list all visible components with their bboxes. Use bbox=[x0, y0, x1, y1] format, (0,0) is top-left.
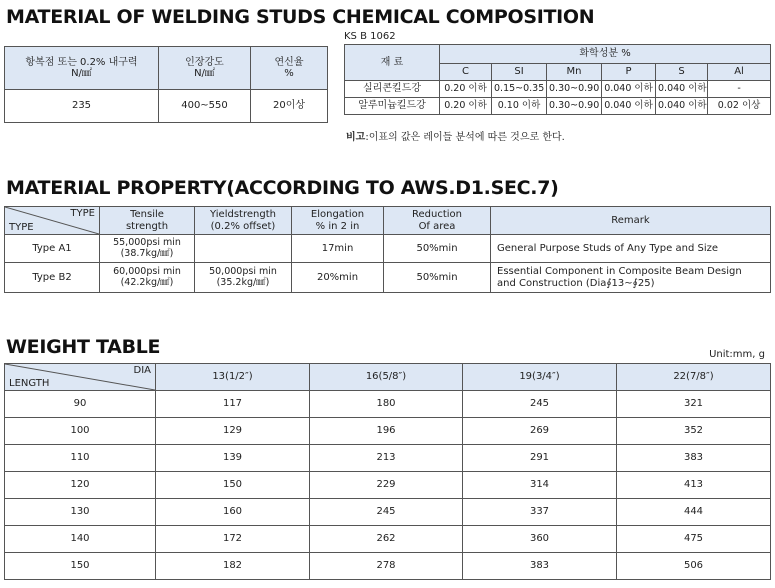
weight-cell: 262 bbox=[310, 526, 463, 553]
chem-row-name: 실리콘킬드강 bbox=[345, 81, 440, 98]
chem-element-p: P bbox=[602, 64, 656, 81]
weight-row bbox=[5, 445, 771, 472]
weight-cell: 180 bbox=[310, 391, 463, 418]
prop-header-elong bbox=[292, 207, 384, 235]
chem-cell: 0.040 이하 bbox=[656, 98, 708, 115]
prop-header-tensile-l1: Tensile bbox=[130, 209, 164, 220]
weight-row bbox=[5, 499, 771, 526]
mech-header-yield-l2: N/㎟ bbox=[71, 68, 92, 79]
weight-cell: 245 bbox=[463, 391, 617, 418]
prop-reduction: 50%min bbox=[384, 263, 491, 293]
chem-cell: 0.15~0.35 bbox=[492, 81, 547, 98]
weight-length: 90 bbox=[5, 391, 156, 418]
weight-cell: 314 bbox=[463, 472, 617, 499]
section1-title: MATERIAL OF WELDING STUDS CHEMICAL COMPOSITION bbox=[6, 6, 595, 28]
weight-cell: 278 bbox=[310, 553, 463, 580]
weight-col-header: 22(7/8″) bbox=[617, 364, 771, 391]
chem-cell: 0.040 이하 bbox=[656, 81, 708, 98]
prop-remark bbox=[491, 263, 771, 293]
mech-header-tensile-l2: N/㎟ bbox=[194, 68, 215, 79]
weight-corner-top: DIA bbox=[133, 365, 151, 376]
weight-cell: 475 bbox=[617, 526, 771, 553]
chem-cell: 0.30~0.90 bbox=[547, 81, 602, 98]
standard-label: KS B 1062 bbox=[344, 31, 396, 42]
mech-header-yield-l1: 항복점 또는 0.2% 내구력 bbox=[25, 56, 138, 68]
prop-header-elong-l1: Elongation bbox=[310, 209, 365, 220]
mech-value-tensile: 400~550 bbox=[159, 90, 251, 123]
chem-material-header: 재 료 bbox=[345, 45, 440, 81]
prop-header-reduction-l1: Reduction bbox=[412, 209, 462, 220]
weight-cell: 352 bbox=[617, 418, 771, 445]
prop-header-elong-l2: % in 2 in bbox=[315, 220, 360, 232]
weight-cell: 444 bbox=[617, 499, 771, 526]
prop-type: Type A1 bbox=[5, 235, 100, 263]
chem-cell: - bbox=[708, 81, 771, 98]
prop-type: Type B2 bbox=[5, 263, 100, 293]
weight-col-header: 19(3/4″) bbox=[463, 364, 617, 391]
prop-header-tensile-l2: strength bbox=[125, 220, 169, 232]
chem-note bbox=[346, 128, 565, 143]
prop-header-yield-l1: Yieldstrength bbox=[210, 209, 276, 220]
property-corner bbox=[5, 207, 100, 235]
chem-element-c: C bbox=[440, 64, 492, 81]
weight-row bbox=[5, 391, 771, 418]
chem-cell: 0.040 이하 bbox=[602, 81, 656, 98]
prop-tensile-l2: (42.2kg/㎟) bbox=[120, 276, 174, 288]
weight-length: 120 bbox=[5, 472, 156, 499]
weight-length: 150 bbox=[5, 553, 156, 580]
chem-cell: 0.20 이하 bbox=[440, 98, 492, 115]
chemical-table bbox=[344, 44, 771, 115]
mech-value-yield: 235 bbox=[5, 90, 159, 123]
weight-length: 130 bbox=[5, 499, 156, 526]
prop-elongation: 17min bbox=[292, 235, 384, 263]
mechanical-table bbox=[4, 46, 328, 123]
weight-table bbox=[4, 363, 771, 580]
prop-header-tensile bbox=[100, 207, 195, 235]
prop-header-reduction bbox=[384, 207, 491, 235]
weight-cell: 172 bbox=[156, 526, 310, 553]
chem-row bbox=[345, 81, 771, 98]
chem-cell: 0.30~0.90 bbox=[547, 98, 602, 115]
chem-element-mn: Mn bbox=[547, 64, 602, 81]
chem-element-s: S bbox=[656, 64, 708, 81]
mech-header-tensile bbox=[159, 47, 251, 90]
weight-row bbox=[5, 472, 771, 499]
chem-element-al: Al bbox=[708, 64, 771, 81]
weight-col-header: 16(5/8″) bbox=[310, 364, 463, 391]
weight-row bbox=[5, 553, 771, 580]
section2-title: MATERIAL PROPERTY(ACCORDING TO AWS.D1.SEC.7) bbox=[6, 177, 559, 199]
weight-cell: 383 bbox=[463, 553, 617, 580]
chem-element-si: SI bbox=[492, 64, 547, 81]
property-row bbox=[5, 263, 771, 293]
prop-header-yield bbox=[195, 207, 292, 235]
weight-cell: 182 bbox=[156, 553, 310, 580]
property-corner-bottom: TYPE bbox=[9, 221, 34, 233]
prop-reduction: 50%min bbox=[384, 235, 491, 263]
weight-cell: 196 bbox=[310, 418, 463, 445]
chem-cell: 0.10 이하 bbox=[492, 98, 547, 115]
weight-col-header: 13(1/2″) bbox=[156, 364, 310, 391]
prop-yield-l1: 50,000psi min bbox=[209, 265, 277, 277]
prop-yield-l2: (35.2kg/㎟) bbox=[216, 276, 270, 288]
weight-cell: 160 bbox=[156, 499, 310, 526]
weight-cell: 337 bbox=[463, 499, 617, 526]
chem-note-label: 비고 bbox=[346, 132, 366, 143]
weight-cell: 291 bbox=[463, 445, 617, 472]
weight-cell: 413 bbox=[617, 472, 771, 499]
weight-length: 110 bbox=[5, 445, 156, 472]
prop-tensile-l1: 55,000psi min bbox=[113, 236, 181, 248]
prop-tensile-l2: (38.7kg/㎟) bbox=[120, 247, 174, 259]
mech-header-tensile-l1: 인장강도 bbox=[185, 56, 224, 68]
weight-cell: 229 bbox=[310, 472, 463, 499]
weight-row bbox=[5, 526, 771, 553]
mech-value-elong: 20이상 bbox=[251, 90, 328, 123]
chem-row bbox=[345, 98, 771, 115]
property-corner-top: TYPE bbox=[70, 208, 95, 219]
mech-header-elong bbox=[251, 47, 328, 90]
mech-header-elong-l2: % bbox=[284, 68, 294, 79]
prop-tensile bbox=[100, 263, 195, 293]
chem-row-name: 알루미늄킬드강 bbox=[345, 98, 440, 115]
weight-row bbox=[5, 418, 771, 445]
prop-header-yield-l2: (0.2% offset) bbox=[210, 220, 276, 232]
prop-header-reduction-l2: Of area bbox=[418, 220, 456, 232]
weight-length: 100 bbox=[5, 418, 156, 445]
section3-title: WEIGHT TABLE bbox=[6, 336, 161, 358]
unit-label: Unit:mm, g bbox=[709, 349, 765, 360]
chem-group-header: 화학성분 % bbox=[440, 45, 771, 64]
mech-header-yield bbox=[5, 47, 159, 90]
prop-tensile-l1: 60,000psi min bbox=[113, 265, 181, 277]
weight-length: 140 bbox=[5, 526, 156, 553]
prop-yield bbox=[195, 235, 292, 263]
prop-elongation: 20%min bbox=[292, 263, 384, 293]
weight-cell: 245 bbox=[310, 499, 463, 526]
weight-corner bbox=[5, 364, 156, 391]
prop-remark-l1: General Purpose Studs of Any Type and Size bbox=[497, 242, 719, 254]
prop-remark bbox=[491, 235, 771, 263]
weight-cell: 213 bbox=[310, 445, 463, 472]
weight-cell: 269 bbox=[463, 418, 617, 445]
prop-remark-l2: and Construction (Dia∮13~∮25) bbox=[497, 277, 655, 289]
chem-cell: 0.20 이하 bbox=[440, 81, 492, 98]
weight-cell: 117 bbox=[156, 391, 310, 418]
weight-cell: 321 bbox=[617, 391, 771, 418]
prop-header-remark: Remark bbox=[491, 207, 771, 235]
chem-cell: 0.040 이하 bbox=[602, 98, 656, 115]
property-row bbox=[5, 235, 771, 263]
prop-yield bbox=[195, 263, 292, 293]
weight-cell: 506 bbox=[617, 553, 771, 580]
prop-tensile bbox=[100, 235, 195, 263]
weight-corner-bottom: LENGTH bbox=[9, 377, 50, 389]
weight-cell: 150 bbox=[156, 472, 310, 499]
mech-header-elong-l1: 연신율 bbox=[274, 56, 304, 68]
prop-remark-l1: Essential Component in Composite Beam Design bbox=[497, 266, 742, 277]
weight-cell: 383 bbox=[617, 445, 771, 472]
chem-cell: 0.02 이상 bbox=[708, 98, 771, 115]
property-table bbox=[4, 206, 771, 293]
chem-note-text: :이표의 값은 레이들 분석에 따른 것으로 한다. bbox=[365, 132, 565, 143]
weight-cell: 360 bbox=[463, 526, 617, 553]
weight-cell: 129 bbox=[156, 418, 310, 445]
weight-cell: 139 bbox=[156, 445, 310, 472]
